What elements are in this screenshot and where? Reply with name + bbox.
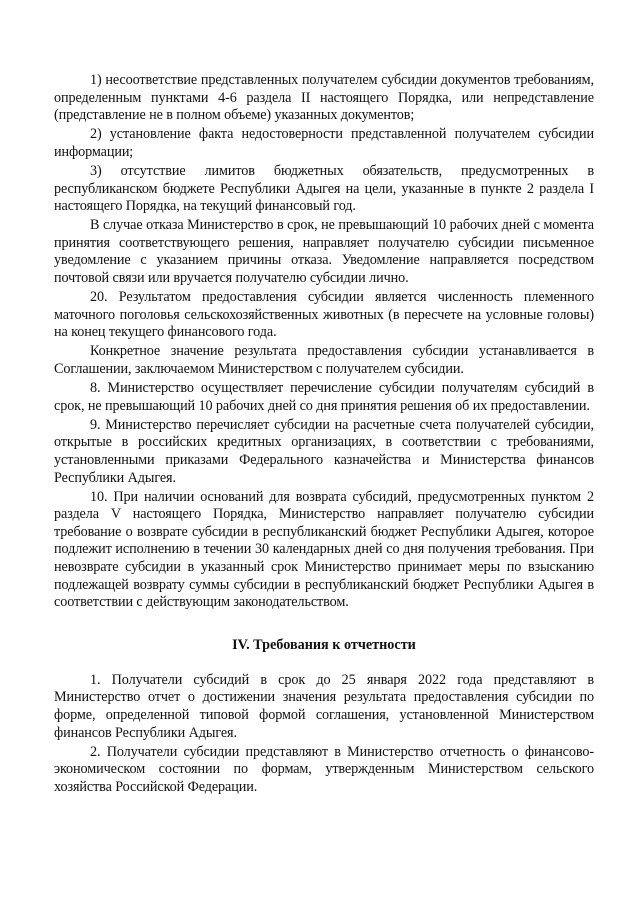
clause-20-paragraph: 20. Результатом предоставления субсидии является численность племенного маточного поголовья сельскохозяйственных животных (в пересчете на условные головы) на конец текущего финансового года. [54,289,594,341]
clause-10-paragraph: 10. При наличии оснований для возврата субсидий, предусмотренных пунктом 2 раздела V настоящего Порядка, Министерство направляет получателю субсидии требование о возврате субсидии в республиканский бюджет Республики Адыгея, которое подлежит исполнению в течении 30 календарных дней со дня получения требования. При невозврате субсидии в указанный срок Министерство принимает меры по взысканию подлежащей возврату суммы субсидии в республиканский бюджет Республики Адыгея в соответствии с действующим законодательством. [54,488,594,611]
section-heading: IV. Требования к отчетности [232,636,416,653]
reporting-clause-1-paragraph: 1. Получатели субсидий в срок до 25 января 2022 года представляют в Министерство отчет о достижении значения результата предоставления субсидии по форме, определенной типовой формой соглашения, установленной Министерством финансов Республики Адыгея. [54,671,594,741]
clause-9-paragraph: 9. Министерство перечисляет субсидии на расчетные счета получателей субсидии, открытые в российских кредитных организациях, в соответствии с требованиями, установленными приказами Федерального казначейства и Министерства финансов Республики Адыгея. [54,416,594,486]
result-value-paragraph: Конкретное значение результата предоставления субсидии устанавливается в Соглашении, заключаемом Министерством с получателем субсидии. [54,343,594,377]
refusal-notice-paragraph: В случае отказа Министерство в срок, не превышающий 10 рабочих дней с момента принятия соответствующего решения, направляет получателю субсидии письменное уведомление с указанием причины отказа. Уведомление направляется посредством почтовой связи или вручается получателю субсидии лично. [54,217,594,287]
page-content [54,72,594,798]
list-item-mismatch: 1) несоответствие представленных получателем субсидии документов требованиям, определенным пунктами 4-6 раздела II настоящего Порядка, или непредставление (представление не в полном объеме) указанных документов; [54,72,594,124]
list-item-no-limits: 3) отсутствие лимитов бюджетных обязательств, предусмотренных в республиканском бюджете Республики Адыгея на цели, указанные в пункте 2 раздела I настоящего Порядка, на текущий финансовый год. [54,162,594,215]
reporting-clause-2-paragraph: 2. Получатели субсидии представляют в Министерство отчетность о финансово-экономическом состоянии по формам, утвержденным Министерством сельского хозяйства Российской Федерации. [54,743,594,795]
clause-8-paragraph: 8. Министерство осуществляет перечисление субсидии получателям субсидий в срок, не превышающий 10 рабочих дней со дня принятия решения об их предоставлении. [54,380,594,414]
list-item-false-info: 2) установление факта недостоверности представленной получателем субсидии информации; [54,126,594,160]
